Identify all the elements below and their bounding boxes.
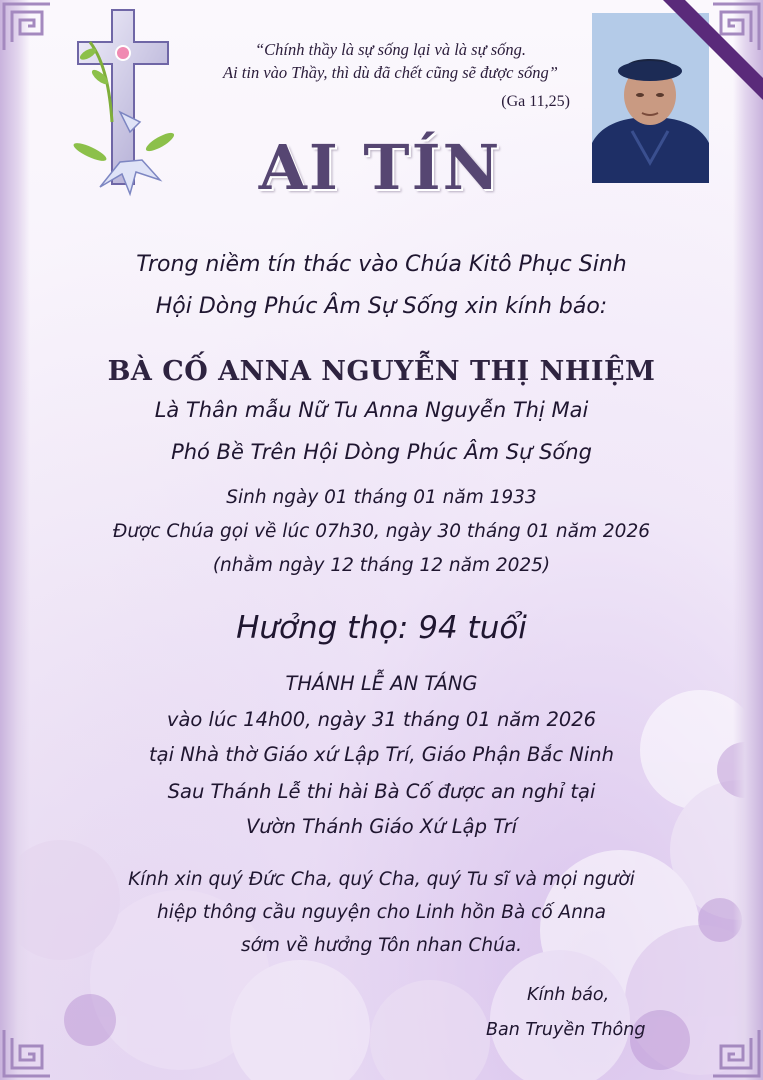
burial-line-1: Sau Thánh Lễ thi hài Bà Cố được an nghỉ tại bbox=[167, 780, 596, 803]
greek-key-corner-icon bbox=[0, 0, 54, 54]
intro-line-1: Trong niềm tín thác vào Chúa Kitô Phục Sinh bbox=[136, 252, 627, 277]
burial-line-2: Vườn Thánh Giáo Xứ Lập Trí bbox=[245, 815, 518, 838]
birth-date: Sinh ngày 01 tháng 01 năm 1933 bbox=[226, 487, 537, 508]
relation-line-2: Phó Bề Trên Hội Dòng Phúc Âm Sự Sống bbox=[171, 440, 592, 464]
funeral-heading: THÁNH LỄ AN TÁNG bbox=[285, 672, 478, 695]
lunar-date: (nhằm ngày 12 tháng 12 năm 2025) bbox=[212, 555, 551, 576]
scripture-quote bbox=[198, 38, 583, 84]
mourning-ribbon-icon bbox=[623, 0, 763, 140]
funeral-place: tại Nhà thờ Giáo xứ Lập Trí, Giáo Phận Bắc Ninh bbox=[149, 743, 614, 766]
age-at-death: Hưởng thọ: 94 tuổi bbox=[236, 610, 527, 646]
quote-reference: (Ga 11,25) bbox=[501, 93, 570, 110]
closing-line-1: Kính xin quý Đức Cha, quý Cha, quý Tu sĩ và mọi người bbox=[128, 869, 635, 890]
funeral-time: vào lúc 14h00, ngày 31 tháng 01 năm 2026 bbox=[166, 708, 597, 731]
quote-line-2: Ai tin vào Thầy, thì dù đã chết cũng sẽ được sống” bbox=[223, 63, 558, 82]
intro-line-2: Hội Dòng Phúc Âm Sự Sống xin kính báo: bbox=[155, 294, 608, 319]
relation-line-1: Là Thân mẫu Nữ Tu Anna Nguyễn Thị Mai bbox=[154, 398, 589, 422]
cross-icon bbox=[60, 2, 190, 197]
signature-line-1: Kính báo, bbox=[527, 985, 610, 1005]
deceased-name: BÀ CỐ ANNA NGUYỄN THỊ NHIỆM bbox=[107, 356, 656, 387]
closing-line-3: sớm về hưởng Tôn nhan Chúa. bbox=[240, 935, 523, 956]
page-title: AI TÍN bbox=[258, 131, 502, 204]
death-date: Được Chúa gọi về lúc 07h30, ngày 30 tháng 01 năm 2026 bbox=[113, 521, 650, 542]
signature-line-2: Ban Truyền Thông bbox=[486, 1020, 646, 1040]
closing-line-2: hiệp thông cầu nguyện cho Linh hồn Bà cố Anna bbox=[156, 902, 606, 923]
greek-key-corner-icon bbox=[0, 1026, 54, 1080]
quote-line-1: “Chính thầy là sự sống lại và là sự sống. bbox=[254, 40, 527, 59]
greek-key-corner-icon bbox=[709, 1026, 763, 1080]
